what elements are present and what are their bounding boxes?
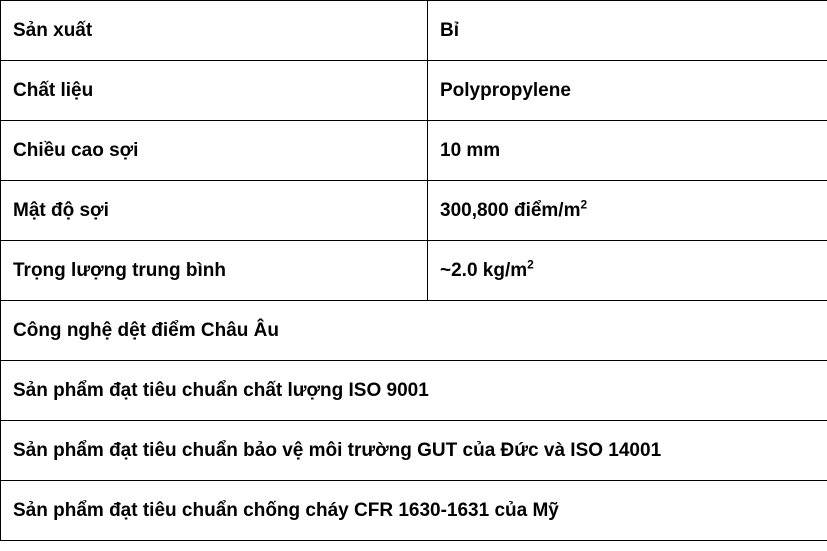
table-row — [1, 421, 827, 481]
table-row — [1, 301, 827, 361]
spec-value-superscript: 2 — [580, 197, 588, 212]
table-row — [1, 241, 827, 301]
statement-cell: Sản phẩm đạt tiêu chuẩn bảo vệ môi trường GUT của Đức và ISO 14001 — [1, 421, 827, 481]
table-row — [1, 61, 827, 121]
statement-cell: Công nghệ dệt điểm Châu Âu — [1, 301, 827, 361]
table-row — [1, 361, 827, 421]
table-row — [1, 181, 827, 241]
table-row — [1, 121, 827, 181]
table-row — [1, 1, 827, 61]
spec-label: Sản xuất — [1, 1, 428, 61]
spec-value — [428, 181, 827, 241]
spec-label: Chiều cao sợi — [1, 121, 428, 181]
statement-cell: Sản phẩm đạt tiêu chuẩn chống cháy CFR 1630-1631 của Mỹ — [1, 481, 827, 541]
spec-value-text: 10 mm — [440, 139, 501, 161]
table-body — [1, 1, 827, 541]
spec-value — [428, 61, 827, 121]
spec-label: Trọng lượng trung bình — [1, 241, 428, 301]
spec-label: Chất liệu — [1, 61, 428, 121]
table-row — [1, 481, 827, 541]
spec-value — [428, 1, 827, 61]
spec-value-superscript: 2 — [527, 257, 534, 272]
spec-value — [428, 121, 827, 181]
spec-value-text: 300,800 điểm/m — [440, 199, 581, 221]
spec-value — [428, 241, 827, 301]
spec-value-text: Bỉ — [440, 19, 459, 41]
spec-value-text: Polypropylene — [440, 79, 571, 101]
spec-value-text: ~2.0 kg/m — [440, 259, 528, 281]
statement-cell: Sản phẩm đạt tiêu chuẩn chất lượng ISO 9001 — [1, 361, 827, 421]
spec-label: Mật độ sợi — [1, 181, 428, 241]
